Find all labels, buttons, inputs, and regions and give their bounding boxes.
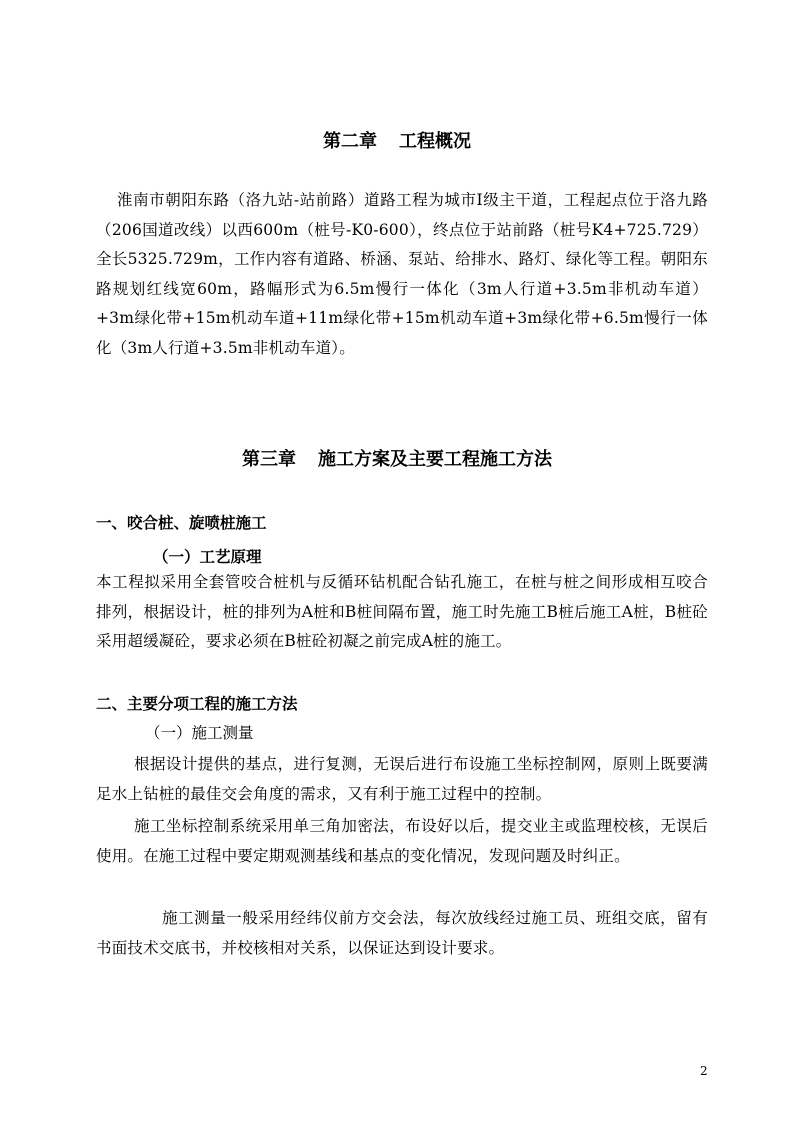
chapter-2-title: 工程概况 (399, 131, 471, 152)
section-2-heading: 二、主要分项工程的施工方法 (96, 695, 298, 713)
section-2-subheading: （一）施工测量 (145, 724, 254, 742)
chapter-2-paragraph: 淮南市朝阳东路（洛九站-站前路）道路工程为城市Ⅰ级主干道，工程起点位于洛九路（206国道改线）以西600m（桩号-K0-600），终点位于站前路（桩号K4+725.729）全长5325.729m，工作内容有道路、桥涵、泵站、给排水、路灯、绿化等工程。朝阳东路规划红线宽60m，路幅形式为6.5m慢行一体化（3m人行道+3.5m非机动车道）+3m绿化带+15m机动车道+11m绿化带+15m机动车道+3m绿化带+6.5m慢行一体化（3m人行道+3.5m非机动车道）。 (96, 191, 708, 357)
chapter-3-heading (0, 445, 794, 471)
page-number: 2 (700, 1064, 708, 1078)
chapter-3-number: 第三章 (242, 449, 296, 470)
section-1-paragraph: 本工程拟采用全套管咬合桩机与反循环钻机配合钻孔施工，在桩与桩之间形成相互咬合排列，根据设计，桩的排列为A桩和B桩间隔布置，施工时先施工B桩后施工A桩，B桩砼采用超缓凝砼，要求必须在B桩砼初凝之前完成A桩的施工。 (96, 573, 708, 650)
survey-paragraph-2: 施工坐标控制系统采用单三角加密法，布设好以后，提交业主或监理校核，无误后使用。在施工过程中要定期观测基线和基点的变化情况，发现问题及时纠正。 (96, 817, 708, 865)
survey-paragraph-1: 根据设计提供的基点，进行复测，无误后进行布设施工坐标控制网，原则上既要满足水上钻桩的最佳交会角度的需求，又有利于施工过程中的控制。 (96, 755, 708, 803)
section-1-heading: 一、咬合桩、旋喷桩施工 (96, 514, 267, 532)
chapter-2-heading (0, 127, 794, 153)
chapter-3-title: 施工方案及主要工程施工方法 (318, 449, 552, 470)
survey-paragraph-3: 施工测量一般采用经纬仪前方交会法，每次放线经过施工员、班组交底，留有书面技术交底书，并校核相对关系，以保证达到设计要求。 (96, 909, 708, 957)
section-1-subheading: （一）工艺原理 (153, 548, 262, 566)
chapter-2-number: 第二章 (323, 131, 377, 152)
